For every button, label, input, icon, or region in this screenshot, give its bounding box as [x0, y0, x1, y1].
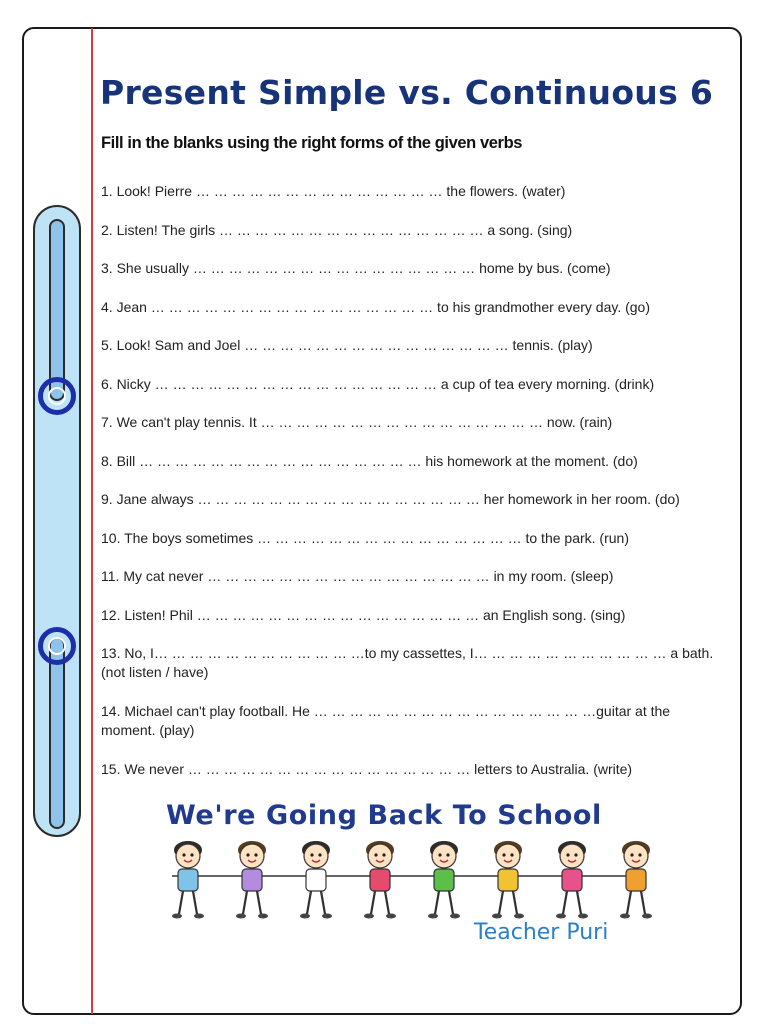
kids-holding-hands-icon: [152, 836, 660, 920]
kid-4-eye-left: [374, 853, 377, 856]
kid-8-shoe-right: [642, 914, 652, 919]
kid-2-shoe-left: [236, 914, 246, 919]
kid-8-eye-left: [630, 853, 633, 856]
exercise-11: 11. My cat never … … … … … … … … … … … … … … … … in my room. (sleep): [101, 568, 614, 584]
kid-3-head: [304, 844, 328, 868]
kid-3-leg-left: [307, 891, 311, 914]
instructions: Fill in the blanks using the right forms of the given verbs: [101, 134, 523, 152]
kid-4-leg-left: [371, 891, 375, 914]
binder-ring-bottom-icon: [38, 627, 76, 665]
kid-8-shoe-left: [620, 914, 630, 919]
exercise-3: 3. She usually … … … … … … … … … … … … … … … … home by bus. (come): [101, 260, 611, 276]
exercise-6: 6. Nicky … … … … … … … … … … … … … … … … a cup of tea every morning. (drink): [101, 376, 655, 392]
kid-3-shoe-right: [322, 914, 332, 919]
kid-6-eye-left: [502, 853, 505, 856]
kid-1-head: [176, 844, 200, 868]
kid-8-head: [624, 844, 648, 868]
kid-2-shirt: [242, 869, 262, 891]
kid-3-shoe-left: [300, 914, 310, 919]
kid-5-eye-right: [446, 853, 449, 856]
kid-4-eye-right: [382, 853, 385, 856]
kid-8-eye-right: [638, 853, 641, 856]
kid-5-shirt: [434, 869, 454, 891]
kid-8-shirt: [626, 869, 646, 891]
kid-6-head: [496, 844, 520, 868]
kid-5-head: [432, 844, 456, 868]
kid-2-head: [240, 844, 264, 868]
exercise-10: 10. The boys sometimes … … … … … … … … … … … … … … … to the park. (run): [101, 530, 629, 546]
binder-strip: [33, 205, 81, 837]
exercise-1: 1. Look! Pierre … … … … … … … … … … … … … … the flowers. (water): [101, 183, 566, 199]
kid-1-eye-left: [182, 853, 185, 856]
kid-7-shoe-left: [556, 914, 566, 919]
exercise-4: 4. Jean … … … … … … … … … … … … … … … … to his grandmother every day. (go): [101, 299, 651, 315]
kid-6-shirt: [498, 869, 518, 891]
kid-2-leg-right: [257, 891, 261, 914]
kid-3-eye-left: [310, 853, 313, 856]
exercise-2: 2. Listen! The girls … … … … … … … … … … … … … … … a song. (sing): [101, 222, 573, 238]
exercise-8: 8. Bill … … … … … … … … … … … … … … … … his homework at the moment. (do): [101, 453, 638, 469]
exercise-7: 7. We can't play tennis. It … … … … … … … … … … … … … … … … now. (rain): [101, 414, 613, 430]
kid-2-eye-left: [246, 853, 249, 856]
exercise-15: 15. We never … … … … … … … … … … … … … … … … letters to Australia. (write): [101, 761, 633, 777]
exercise-13: 13. No, I… … … … … … … … … … … …to my cassettes, I… … … … … … … … … … … a bath. (not listen / have): [101, 645, 714, 680]
kid-5-leg-right: [449, 891, 453, 914]
kid-3-shirt: [306, 869, 326, 891]
kid-6-eye-right: [510, 853, 513, 856]
kid-2-leg-left: [243, 891, 247, 914]
kid-5-leg-left: [435, 891, 439, 914]
kid-1-leg-right: [193, 891, 197, 914]
kid-6-shoe-left: [492, 914, 502, 919]
kid-1-shoe-right: [194, 914, 204, 919]
back-to-school-banner: We're Going Back To School: [166, 800, 602, 831]
kid-4-leg-right: [385, 891, 389, 914]
kid-8-leg-left: [627, 891, 631, 914]
kid-2-eye-right: [254, 853, 257, 856]
kid-6-leg-right: [513, 891, 517, 914]
exercise-9: 9. Jane always … … … … … … … … … … … … … … … … her homework in her room. (do): [101, 491, 680, 507]
exercise-5: 5. Look! Sam and Joel … … … … … … … … … … … … … … … tennis. (play): [101, 337, 593, 353]
kid-7-leg-left: [563, 891, 567, 914]
kid-4-head: [368, 844, 392, 868]
exercise-12: 12. Listen! Phil … … … … … … … … … … … … … … … … an English song. (sing): [101, 607, 626, 623]
kid-5-eye-left: [438, 853, 441, 856]
kid-6-leg-left: [499, 891, 503, 914]
kid-4-shoe-right: [386, 914, 396, 919]
kid-6-shoe-right: [514, 914, 524, 919]
kid-1-shirt: [178, 869, 198, 891]
kid-5-shoe-left: [428, 914, 438, 919]
kid-7-head: [560, 844, 584, 868]
teacher-signature: Teacher Puri: [474, 920, 609, 945]
kid-4-shoe-left: [364, 914, 374, 919]
kid-8-leg-right: [641, 891, 645, 914]
kid-1-eye-right: [190, 853, 193, 856]
exercise-14: 14. Michael can't play football. He … … … … … … … … … … … … … … … …guitar at the moment. (play): [101, 703, 671, 738]
kid-1-shoe-left: [172, 914, 182, 919]
kid-1-leg-left: [179, 891, 183, 914]
margin-line: [91, 28, 93, 1014]
binder-ring-top-icon: [38, 377, 76, 415]
kid-7-eye-right: [574, 853, 577, 856]
kid-5-shoe-right: [450, 914, 460, 919]
kid-7-leg-right: [577, 891, 581, 914]
binder-bar-top: [49, 219, 65, 401]
kid-3-leg-right: [321, 891, 325, 914]
kid-7-eye-left: [566, 853, 569, 856]
kid-2-shoe-right: [258, 914, 268, 919]
page-title: Present Simple vs. Continuous 6: [100, 73, 714, 112]
kid-7-shirt: [562, 869, 582, 891]
binder-bar-bottom: [49, 637, 65, 829]
kid-4-shirt: [370, 869, 390, 891]
kid-7-shoe-right: [578, 914, 588, 919]
kid-3-eye-right: [318, 853, 321, 856]
